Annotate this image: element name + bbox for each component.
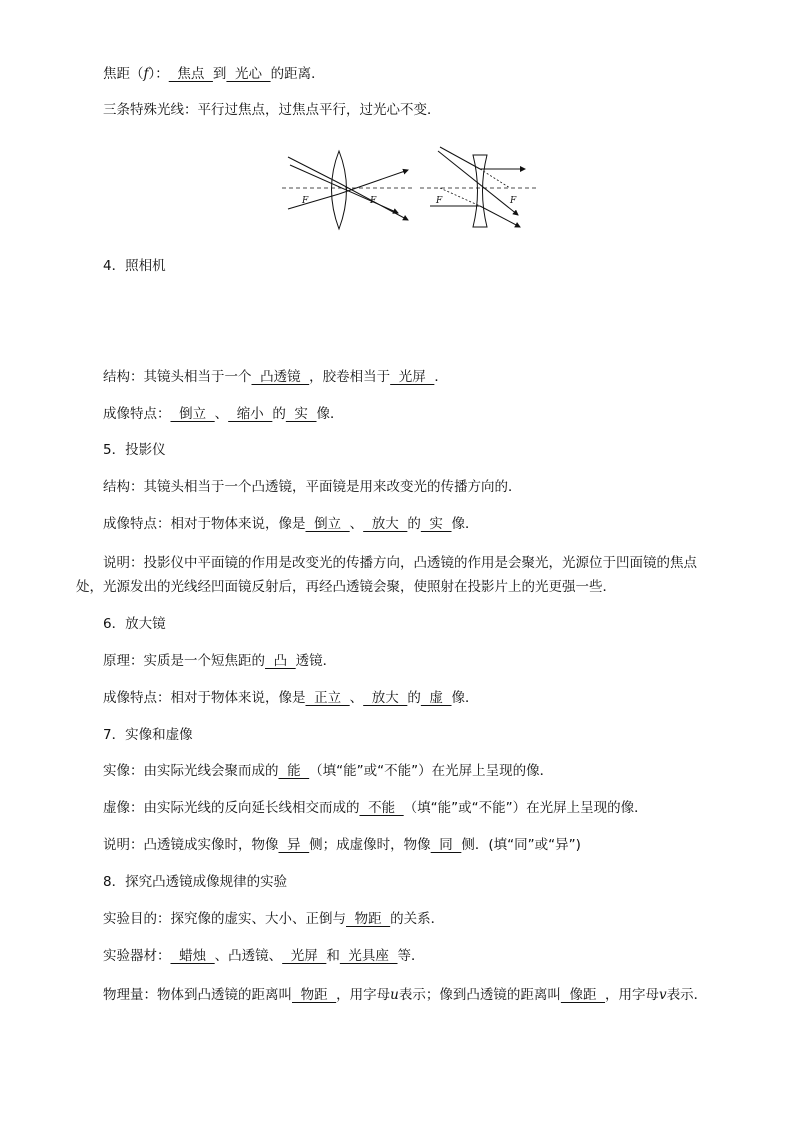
text: 原理：实质是一个短焦距的 (103, 653, 265, 669)
answer-blank: 虚 (420, 690, 452, 706)
special-rays-line: 三条特殊光线：平行过焦点，过焦点平行，过光心不变． (103, 102, 441, 118)
answer-blank: 蜡烛 (170, 948, 215, 964)
convex-lens-figure (282, 151, 412, 229)
text: 的距离． (270, 66, 325, 82)
projector-note: 说明：投影仪中平面镜的作用是改变光的传播方向，凸透镜的作用是会聚光，光源位于凹面镜的焦点处，光源发出的光线经凹面镜反射后，再经凸透镜会聚，使照射在投影片上的光更强一些． (76, 555, 697, 595)
answer-blank: 缩小 (228, 406, 273, 422)
answer-blank: 光心 (226, 66, 271, 82)
text: 的 (407, 690, 421, 706)
text: 像． (316, 406, 344, 422)
text: ，胶卷相当于 (309, 369, 391, 385)
answer-blank: 物距 (346, 911, 391, 927)
answer-blank: 焦点 (168, 66, 213, 82)
answer-blank: 物距 (292, 987, 337, 1003)
text: ）： (148, 66, 169, 82)
text: 像． (451, 690, 479, 706)
text: 到 (212, 66, 227, 82)
text: 的 (272, 406, 286, 422)
answer-blank: 倒立 (170, 406, 215, 422)
experiment-purpose-line (103, 910, 444, 928)
magnifier-imaging-line (103, 689, 479, 707)
text: 等． (397, 948, 425, 964)
answer-blank: 放大 (363, 690, 408, 706)
answer-blank: 实 (285, 406, 317, 422)
symbol-u: u (390, 987, 399, 1003)
text: 成像特点：相对于物体来说，像是 (103, 516, 306, 532)
text: 、 (349, 516, 364, 532)
extension-line (480, 169, 510, 188)
text: 实验目的：探究像的虚实、大小、正倒与 (103, 911, 346, 927)
focal-length-line (103, 65, 325, 83)
answer-blank: 凸透镜 (251, 369, 310, 385)
answer-blank: 光屏 (282, 948, 327, 964)
extension-line (440, 188, 480, 206)
ray-parallel-out (339, 170, 408, 194)
symbol-f: f (143, 66, 149, 82)
images-note-line (103, 836, 581, 854)
section-title-images: 7．实像和虚像 (103, 727, 193, 743)
text: 结构：其镜头相当于一个 (103, 369, 252, 385)
projector-structure-line: 结构：其镜头相当于一个凸透镜，平面镜是用来改变光的传播方向的． (103, 479, 522, 495)
text: 焦距（ (103, 66, 144, 82)
text: 实验器材： (103, 948, 171, 964)
lens-diagram (280, 145, 560, 235)
answer-blank: 像距 (560, 987, 606, 1003)
text: （填“能”或“不能”）在光屏上呈现的像． (309, 763, 554, 779)
text: 的关系． (390, 911, 445, 927)
answer-blank: 光屏 (390, 369, 435, 385)
text: ． (434, 369, 448, 385)
answer-blank: 实 (420, 516, 452, 532)
section-title-magnifier: 6．放大镜 (103, 616, 166, 632)
text: （填“能”或“不能”）在光屏上呈现的像． (403, 800, 648, 816)
magnifier-principle-line (103, 652, 336, 670)
camera-structure-line (103, 368, 448, 386)
ray-parallel-in (288, 157, 339, 183)
experiment-quantity-paragraph (76, 983, 716, 1007)
text: 成像特点： (103, 406, 171, 422)
text: ，用字母 (605, 987, 660, 1003)
answer-blank: 能 (278, 763, 310, 779)
ray-focus-in (288, 194, 339, 209)
answer-blank: 放大 (363, 516, 408, 532)
concave-lens-figure (420, 147, 538, 227)
text: 、凸透镜、 (214, 948, 283, 964)
text: ，用字母 (336, 987, 391, 1003)
text: 实像：由实际光线会聚而成的 (103, 763, 279, 779)
text: 的 (407, 516, 421, 532)
text: 表示． (666, 987, 708, 1003)
text: 、 (214, 406, 229, 422)
text: 、 (349, 690, 364, 706)
text: 透镜． (295, 653, 337, 669)
answer-blank: 异 (278, 837, 310, 853)
real-image-line (103, 762, 553, 780)
answer-blank: 正立 (305, 690, 350, 706)
section-title-camera: 4．照相机 (103, 258, 166, 274)
text: 物理量：物体到凸透镜的距离叫 (103, 987, 292, 1003)
convex-lens-shape (332, 151, 347, 229)
text: 侧；成虚像时，物像 (309, 837, 431, 853)
focus-label-left: F (436, 196, 443, 206)
text: 说明：凸透镜成实像时，物像 (103, 837, 279, 853)
focus-label-right: F (510, 196, 517, 206)
virtual-image-line (103, 799, 648, 817)
text: 和 (326, 948, 340, 964)
text: 表示；像到凸透镜的距离叫 (398, 987, 561, 1003)
symbol-v: v (659, 987, 667, 1003)
answer-blank: 光具座 (339, 948, 398, 964)
answer-blank: 倒立 (305, 516, 350, 532)
section-title-projector: 5．投影仪 (103, 442, 166, 458)
text: 像． (451, 516, 479, 532)
section-title-experiment: 8．探究凸透镜成像规律的实验 (103, 874, 288, 890)
answer-blank: 凸 (265, 653, 296, 669)
text: 侧．(填“同”或“异”) (461, 837, 581, 853)
projector-imaging-line (103, 515, 479, 533)
text: 虚像：由实际光线的反向延长线相交而成的 (103, 800, 360, 816)
experiment-equipment-line (103, 947, 425, 965)
focus-label-left: F (302, 196, 309, 206)
focus-label-right: F (370, 196, 377, 206)
camera-imaging-line (103, 405, 344, 423)
answer-blank: 同 (430, 837, 462, 853)
answer-blank: 不能 (359, 800, 404, 816)
text: 成像特点：相对于物体来说，像是 (103, 690, 306, 706)
